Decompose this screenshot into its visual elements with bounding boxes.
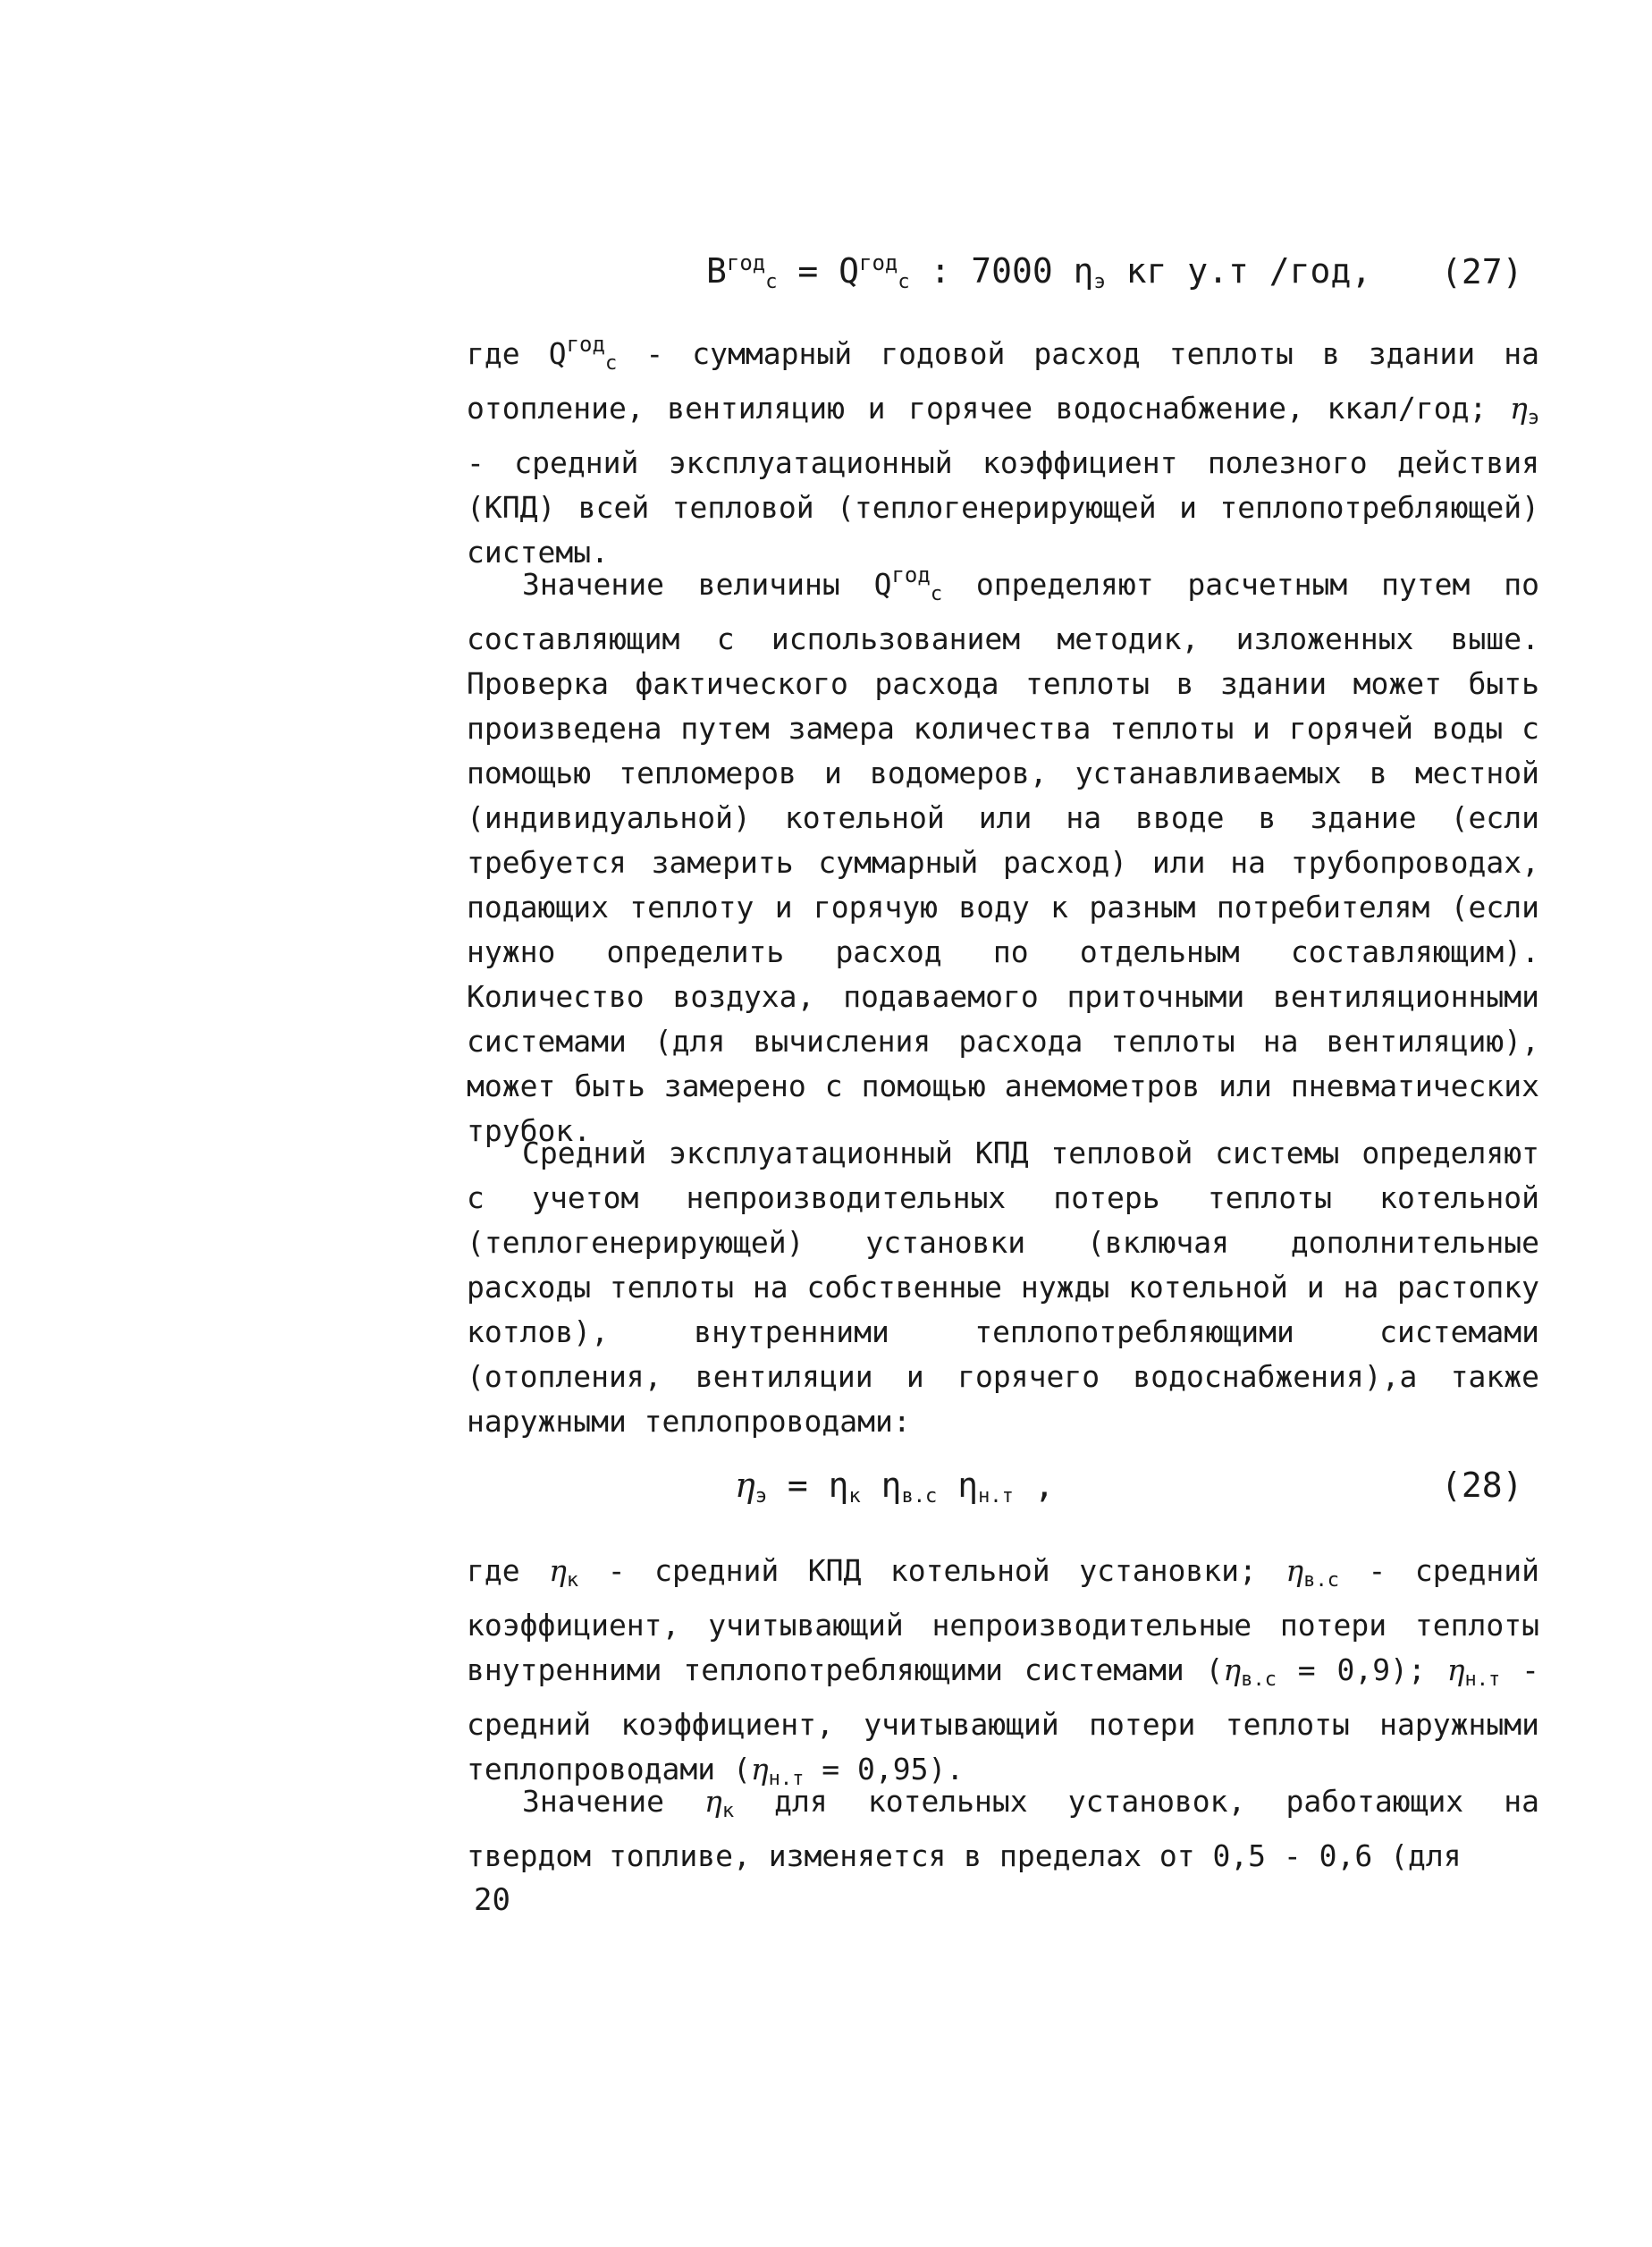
equation-number-27: (27) [1441,252,1523,291]
formula-28: $\eta_э = \eta_к$ $\eta_{в.с}$ $\eta_{н.т}$ , [735,1466,1055,1508]
formula-lhs: B [706,251,727,291]
equation-number-28: (28) [1441,1466,1523,1505]
page-number: 20 [474,1882,510,1918]
paragraph-measurement: Значение величины $Q^{год}_с$ определяют расчетным путем по составляющим с использованием методик, изложенных выше. Проверка фактического расхода теплоты в здании может быть произведена путем замера количества теплоты и горячей воды с помощью тепломеров и водомеров, устанавливаемых в местной (индивидуальной) котельной или на вводе в здание (если требуется замерить суммарный расход) или на трубопроводах, подающих теплоту и горячую воду к разным потребителям (если нужно определить расход по отдельным составляющим). Количество воздуха, подаваемого приточными вентиляционными системами (для вычисления расхода теплоты на вентиляцию), может быть замерено с помощью анемометров или пневматических трубок. [467,562,1539,1148]
paragraph-definitions-28: где $\eta_к$ - средний КПД котельной установки; $\eta_{в.с}$ - средний коэффициент, учитывающий непроизводительные потери теплоты внутренними теплопотребляющими системами $(\eta_{в.с} = 0,9)$; $\eta_{н.т}$ - средний коэффициент, учитывающий потери теплоты наружными теплопроводами $(\eta_{н.т} = 0,95)$. [467,1553,1539,1790]
formula-27: $B^{год}_с = Q^{год}_с$ : 7000 $\eta_э$ кг у.т /год, [706,250,1372,293]
paragraph-definitions-27: где $Q^{год}_с$ - суммарный годовой расход теплоты в здании на отопление, вентиляцию и горячее водоснабжение, ккал/год; $\eta_э$ - средний эксплуатационный коэффициент полезного действия (КПД) всей тепловой (теплогенерирующей и теплопотребляющей) системы. [467,332,1539,570]
paragraph-efficiency: Средний эксплуатационный КПД тепловой системы определяют с учетом непроизводительных потерь теплоты котельной (теплогенерирующей) установки (включая дополнительные расходы теплоты на собственные нужды котельной и на растопку котлов), внутренними теплопотребляющими системами (отопления, вентиляции и горячего водоснабжения),а также наружными теплопроводами: [467,1136,1539,1439]
paragraph-boiler-values: Значение $\eta_к$ для котельных установок, работающих на твердом топливе, изменяется в пределах от 0,5 - 0,6 (для [467,1784,1539,1873]
